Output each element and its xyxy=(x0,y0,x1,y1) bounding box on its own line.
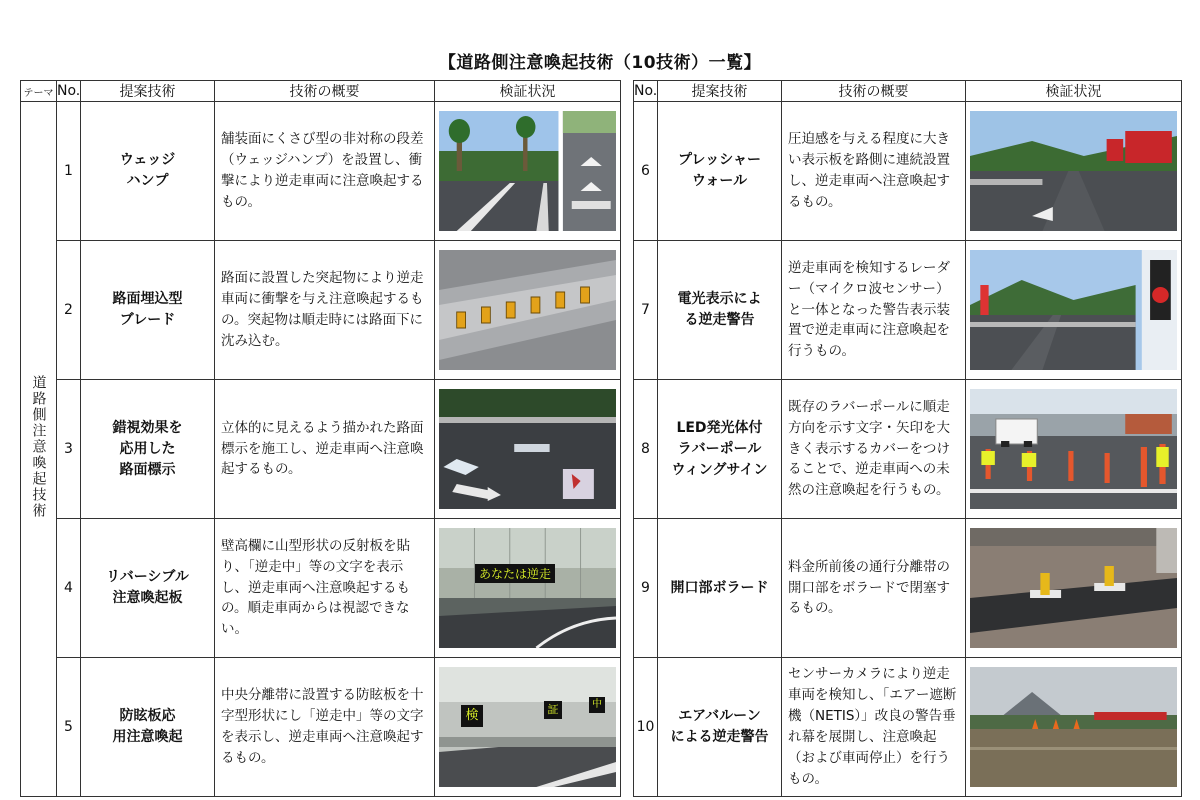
sign-char-3: 中 xyxy=(589,697,605,713)
tech-description: 圧迫感を与える程度に大きい表示板を路側に連続設置し、逆走車両へ注意喚起するもの。 xyxy=(782,102,966,241)
photo-air-balloon xyxy=(970,667,1177,787)
tech-name: LED発光体付 ラバーポール ウィングサイン xyxy=(658,380,782,519)
theme-label: 道路側注意喚起技術 xyxy=(30,375,47,519)
photo-cell xyxy=(435,519,621,658)
table-row xyxy=(21,519,621,658)
photo-cell xyxy=(966,519,1182,658)
left-table xyxy=(20,80,621,797)
header-status: 検証状況 xyxy=(966,81,1182,102)
header-no: No. xyxy=(634,81,658,102)
table-row xyxy=(21,241,621,380)
tech-description: 壁高欄に山型形状の反射板を貼り、「逆走中」等の文字を表示し、逆走車両へ注意喚起するもの。順走車両からは視認できない。 xyxy=(215,519,435,658)
photo-wedge-hump xyxy=(439,111,616,231)
photo-pressure-wall xyxy=(970,111,1177,231)
sign-text: あなたは逆走 xyxy=(475,564,555,583)
row-number: 6 xyxy=(634,102,658,241)
tech-description: 逆走車両を検知するレーダー（マイクロ波センサー）と一体となった警告表示装置で逆走車両に注意喚起を行うもの。 xyxy=(782,241,966,380)
photo-cell xyxy=(966,102,1182,241)
tech-name: 路面埋込型 ブレード xyxy=(81,241,215,380)
table-row xyxy=(634,380,1182,519)
table-row xyxy=(21,380,621,519)
sign-char-1: 検 xyxy=(461,705,483,727)
tech-name: 錯視効果を 応用した 路面標示 xyxy=(81,380,215,519)
tech-description: 路面に設置した突起物により逆走車両に衝撃を与え注意喚起するもの。突起物は順走時には路面下に沈み込む。 xyxy=(215,241,435,380)
row-number: 7 xyxy=(634,241,658,380)
photo-reversible-sign xyxy=(439,528,616,648)
header-status: 検証状況 xyxy=(435,81,621,102)
tech-name: エアバルーン による逆走警告 xyxy=(658,658,782,797)
photo-optical-illusion-marking xyxy=(439,389,616,509)
tech-description: センサーカメラにより逆走車両を検知し、「エアー遮断機（NETIS）」改良の警告垂れ幕を展開し、注意喚起（および車両停止）を行うもの。 xyxy=(782,658,966,797)
row-number: 10 xyxy=(634,658,658,797)
tech-name: 電光表示によ る逆走警告 xyxy=(658,241,782,380)
tech-name: 開口部ボラード xyxy=(658,519,782,658)
table-row xyxy=(634,102,1182,241)
row-number: 8 xyxy=(634,380,658,519)
theme-cell xyxy=(21,102,57,797)
page-title: 【道路側注意喚起技術（10技術）一覧】 xyxy=(438,53,762,73)
header-no: No. xyxy=(57,81,81,102)
tech-name: プレッシャー ウォール xyxy=(658,102,782,241)
row-number: 3 xyxy=(57,380,81,519)
tech-description: 立体的に見えるよう描かれた路面標示を施工し、逆走車両へ注意喚起するもの。 xyxy=(215,380,435,519)
photo-rubber-pole xyxy=(970,389,1177,509)
photo-bollard xyxy=(970,528,1177,648)
right-table xyxy=(633,80,1182,797)
table-row xyxy=(21,658,621,797)
photo-embedded-blade xyxy=(439,250,616,370)
row-number: 4 xyxy=(57,519,81,658)
row-number: 5 xyxy=(57,658,81,797)
photo-glare-shield-sign xyxy=(439,667,616,787)
tech-description: 中央分離帯に設置する防眩板を十字型形状にし「逆走中」等の文字を表示し、逆走車両へ注意喚起するもの。 xyxy=(215,658,435,797)
header-summary: 技術の概要 xyxy=(215,81,435,102)
header-tech: 提案技術 xyxy=(658,81,782,102)
photo-cell xyxy=(966,658,1182,797)
photo-cell xyxy=(435,241,621,380)
tech-description: 料金所前後の通行分離帯の開口部をボラードで閉塞するもの。 xyxy=(782,519,966,658)
tech-name: 防眩板応 用注意喚起 xyxy=(81,658,215,797)
tech-name: リバーシブル 注意喚起板 xyxy=(81,519,215,658)
table-row xyxy=(634,241,1182,380)
row-number: 2 xyxy=(57,241,81,380)
photo-cell xyxy=(966,380,1182,519)
header-tech: 提案技術 xyxy=(81,81,215,102)
photo-led-warning xyxy=(970,250,1177,370)
table-row xyxy=(21,102,621,241)
tech-name: ウェッジ ハンプ xyxy=(81,102,215,241)
photo-cell xyxy=(435,658,621,797)
header-summary: 技術の概要 xyxy=(782,81,966,102)
header-theme: テーマ xyxy=(21,81,57,102)
row-number: 1 xyxy=(57,102,81,241)
photo-cell xyxy=(435,380,621,519)
tech-description: 既存のラバーポールに順走方向を示す文字・矢印を大きく表示するカバーをつけることで、逆走車両への未然の注意喚起を行うもの。 xyxy=(782,380,966,519)
row-number: 9 xyxy=(634,519,658,658)
table-row xyxy=(634,658,1182,797)
photo-cell xyxy=(966,241,1182,380)
photo-cell xyxy=(435,102,621,241)
sign-char-2: 証 xyxy=(544,701,562,719)
tech-description: 舗装面にくさび型の非対称の段差（ウェッジハンプ）を設置し、衝撃により逆走車両に注意喚起するもの。 xyxy=(215,102,435,241)
table-row xyxy=(634,519,1182,658)
